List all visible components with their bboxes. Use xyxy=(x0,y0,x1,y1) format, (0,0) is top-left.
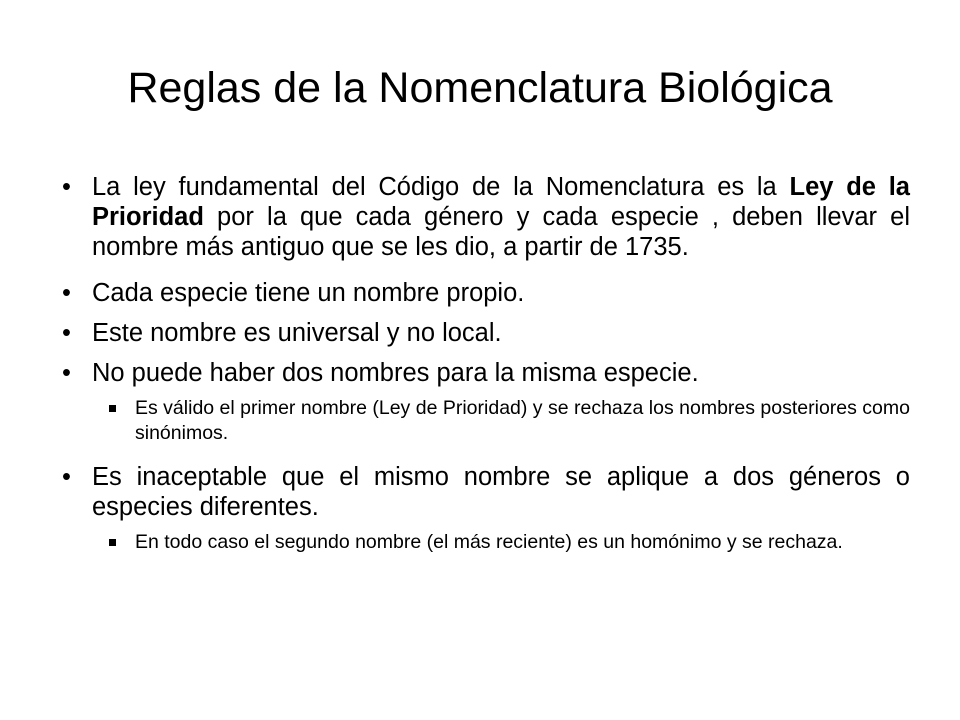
subbullet-item-homonym xyxy=(107,530,910,555)
bullet-list xyxy=(62,172,910,571)
square-bullet-icon xyxy=(109,539,116,546)
bullet-dot: • xyxy=(62,173,71,201)
bullet-item-own-name xyxy=(62,278,910,308)
bullet-text: Cada especie tiene un nombre propio. xyxy=(92,279,525,307)
bullet-text: Es inaceptable que el mismo nombre se aplique a dos géneros o especies diferentes. xyxy=(92,463,910,521)
subbullet-item-synonyms xyxy=(107,396,910,446)
bullet-item-no-two-names xyxy=(62,358,910,388)
bullet-text-post: por la que cada género y cada especie , deben llevar el nombre más antiguo que se les dio, a partir de 1735. xyxy=(92,203,910,261)
bullet-dot: • xyxy=(62,319,71,347)
bullet-text-bold: Ley de la Prioridad xyxy=(92,173,910,231)
bullet-text: No puede haber dos nombres para la misma especie. xyxy=(92,359,699,387)
bullet-item-inaceptable xyxy=(62,462,910,522)
slide-title: Reglas de la Nomenclatura Biológica xyxy=(127,64,833,112)
bullet-dot: • xyxy=(62,359,71,387)
bullet-item-priority-law xyxy=(62,172,910,262)
subbullet-text: Es válido el primer nombre (Ley de Prioridad) y se rechaza los nombres posteriores como sinónimos. xyxy=(135,397,910,444)
bullet-dot: • xyxy=(62,279,71,307)
bullet-dot: • xyxy=(62,463,71,491)
square-bullet-icon xyxy=(109,405,116,412)
subbullet-text: En todo caso el segundo nombre (el más reciente) es un homónimo y se rechaza. xyxy=(135,531,843,553)
bullet-text-pre: La ley fundamental del Código de la Nomenclatura es la xyxy=(92,173,790,201)
bullet-text: Este nombre es universal y no local. xyxy=(92,319,502,347)
bullet-item-universal xyxy=(62,318,910,348)
